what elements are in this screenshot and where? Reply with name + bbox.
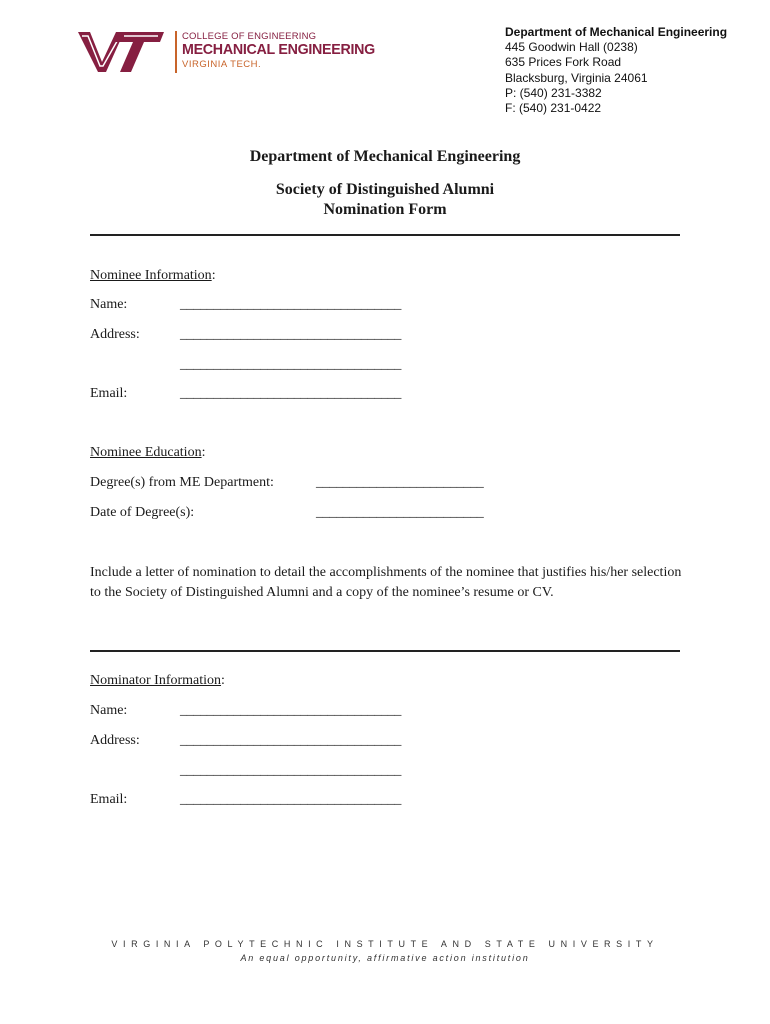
- logo-department-text: MECHANICAL ENGINEERING: [182, 41, 375, 58]
- address-line-1: 445 Goodwin Hall (0238): [505, 40, 638, 55]
- logo-college-text: COLLEGE OF ENGINEERING: [182, 31, 317, 42]
- nominator-heading-text: Nominator Information: [90, 673, 222, 688]
- address-phone: P: (540) 231-3382: [505, 85, 602, 100]
- nominee-heading-colon: :: [211, 268, 216, 283]
- address-line-3: Blacksburg, Virginia 24061: [505, 70, 648, 85]
- nominee-heading-text: Nominee Information: [90, 268, 212, 283]
- education-heading-text: Nominee Education: [90, 445, 202, 460]
- nominator-email-field[interactable]: _________________________________: [180, 792, 402, 807]
- nominee-email-label: Email:: [90, 386, 128, 401]
- department-address-block: [505, 25, 727, 116]
- nominator-address-field-1[interactable]: _________________________________: [180, 733, 402, 748]
- nominator-section-heading: [90, 673, 225, 689]
- nominee-address-field-1[interactable]: _________________________________: [180, 327, 402, 342]
- degree-date-field[interactable]: _________________________: [316, 505, 484, 520]
- education-heading-colon: :: [201, 445, 206, 460]
- nominator-email-label: Email:: [90, 792, 128, 807]
- nomination-instructions: Include a letter of nomination to detail the accomplishments of the nominee that justifies his/her selection to the Society of Distinguished Alumni and a copy of the nominee’s resume or CV.: [90, 565, 682, 600]
- page-title: Department of Mechanical Engineering: [249, 148, 521, 165]
- nominee-section-heading: [90, 268, 216, 284]
- nominee-address-label: Address:: [90, 327, 140, 342]
- address-department-name: Department of Mechanical Engineering: [505, 25, 728, 39]
- nominee-name-field[interactable]: _________________________________: [180, 297, 402, 312]
- nominee-name-label: Name:: [90, 297, 128, 312]
- nominee-address-field-2[interactable]: _________________________________: [180, 357, 402, 372]
- education-section-heading: [90, 445, 205, 461]
- divider-top: [90, 234, 680, 236]
- logo-divider: [175, 31, 177, 73]
- form-title: Nomination Form: [323, 201, 447, 218]
- form-subtitle: Society of Distinguished Alumni: [275, 181, 495, 198]
- nominator-name-label: Name:: [90, 703, 128, 718]
- nominator-name-field[interactable]: _________________________________: [180, 703, 402, 718]
- address-line-2: 635 Prices Fork Road: [505, 55, 622, 70]
- degree-date-label: Date of Degree(s):: [90, 505, 195, 520]
- nominator-address-label: Address:: [90, 733, 140, 748]
- divider-middle: [90, 650, 680, 652]
- address-fax: F: (540) 231-0422: [505, 101, 602, 116]
- degree-label: Degree(s) from ME Department:: [90, 475, 274, 490]
- degree-field[interactable]: _________________________: [316, 475, 484, 490]
- vt-logo: [76, 28, 166, 76]
- nominee-email-field[interactable]: _________________________________: [180, 386, 402, 401]
- footer-university-name: VIRGINIA POLYTECHNIC INSTITUTE AND STATE UNIVERSITY: [111, 939, 659, 949]
- logo-university-text: VIRGINIA TECH.: [182, 59, 262, 70]
- footer-tagline: An equal opportunity, affirmative action institution: [240, 953, 530, 963]
- nominator-address-field-2[interactable]: _________________________________: [180, 763, 402, 778]
- nominator-heading-colon: :: [221, 673, 225, 688]
